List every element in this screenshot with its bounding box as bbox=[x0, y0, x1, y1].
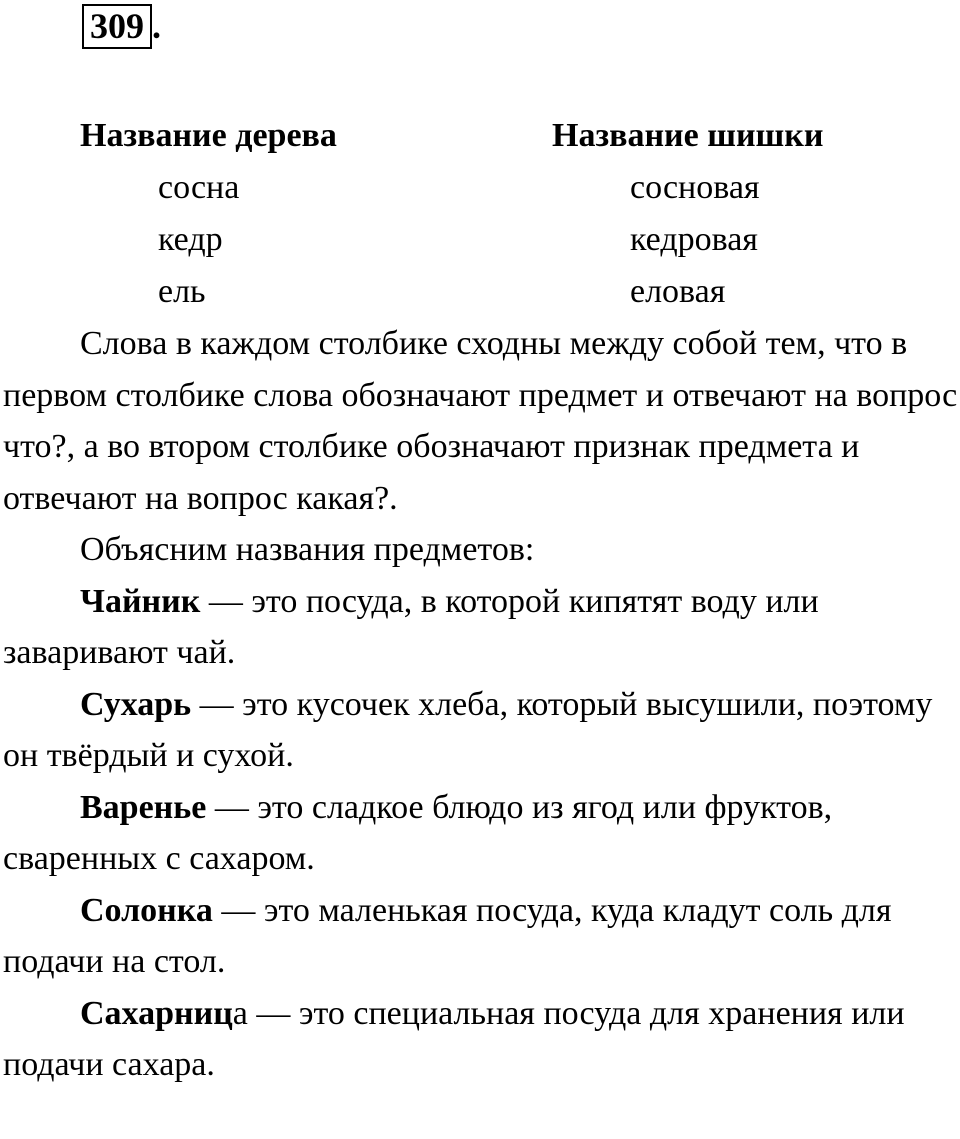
tree-cone-table bbox=[0, 110, 960, 318]
definition-sugar-bowl bbox=[3, 988, 958, 1091]
term: Чайник bbox=[80, 582, 201, 620]
cone-cell: сосновая bbox=[630, 169, 760, 206]
tree-cell: кедр bbox=[158, 221, 223, 258]
term: Варенье bbox=[80, 788, 207, 826]
cone-cell: кедровая bbox=[630, 221, 758, 258]
definition-text: — это посуда, в которой кипятят воду или заваривают чай. bbox=[3, 582, 819, 671]
definition-text: а — это специальная посуда для хранения или подачи сахара. bbox=[3, 994, 905, 1083]
header-cone-name: Название шишки bbox=[552, 117, 824, 154]
term: Сахарниц bbox=[80, 994, 233, 1032]
tree-cell: ель bbox=[158, 273, 206, 310]
table-row bbox=[0, 162, 960, 214]
definition-text: — это кусочек хлеба, который высушили, поэтому он твёрдый и сухой. bbox=[3, 685, 933, 774]
exercise-number-dot: . bbox=[152, 6, 161, 46]
similarity-paragraph: Слова в каждом столбике сходны между собой тем, что в первом столбике слова обозначают предмет и отвечают на вопрос что?, а во втором столбике обозначают признак предмета и отвечают на вопрос какая?. bbox=[3, 325, 958, 517]
table-row bbox=[0, 214, 960, 266]
answer-text bbox=[3, 318, 958, 1091]
definition-teapot bbox=[3, 576, 958, 679]
term: Солонка bbox=[80, 891, 213, 929]
definition-salt-shaker bbox=[3, 885, 958, 988]
definition-rusk bbox=[3, 679, 958, 782]
exercise-number bbox=[82, 4, 161, 49]
definition-text: — это маленькая посуда, куда кладут соль для подачи на стол. bbox=[3, 891, 892, 980]
tree-cell: сосна bbox=[158, 169, 240, 206]
header-tree-name: Название дерева bbox=[80, 117, 337, 154]
exercise-number-box: 309 bbox=[82, 4, 152, 49]
definition-jam bbox=[3, 782, 958, 885]
table-row bbox=[0, 266, 960, 318]
term: Сухарь bbox=[80, 685, 192, 723]
cone-cell: еловая bbox=[630, 273, 726, 310]
definition-text: — это сладкое блюдо из ягод или фруктов, сваренных с сахаром. bbox=[3, 788, 833, 877]
intro-paragraph: Объясним названия предметов: bbox=[80, 531, 535, 568]
table-header bbox=[0, 110, 960, 162]
